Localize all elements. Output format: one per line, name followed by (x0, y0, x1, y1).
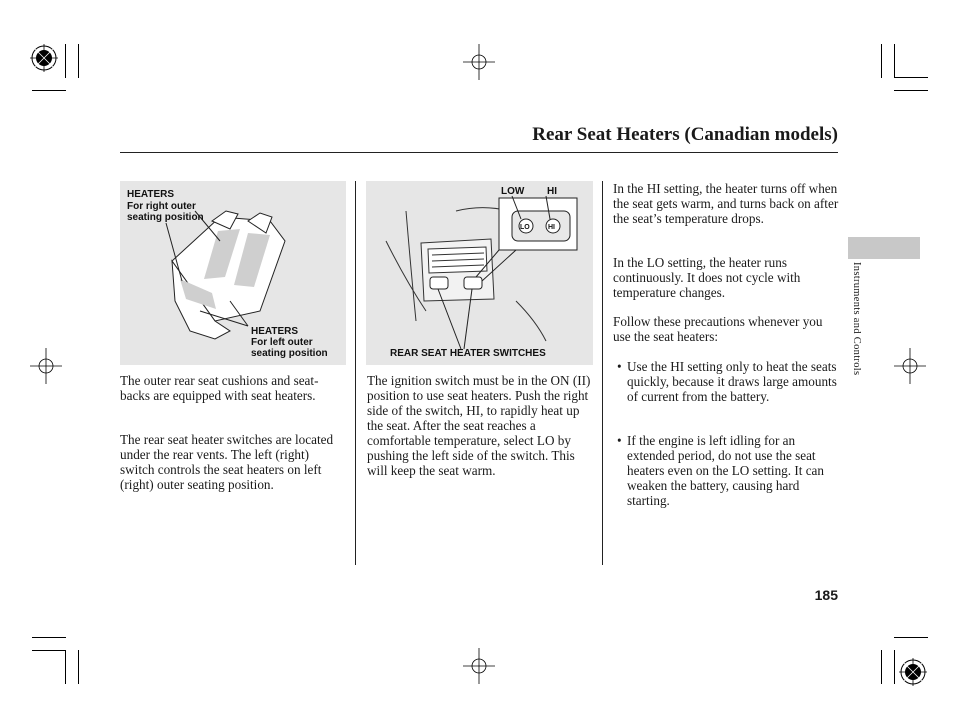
column-divider (355, 181, 356, 565)
header-rule (120, 152, 838, 153)
col3-paragraph-1: In the HI setting, the heater turns off when the seat gets warm, and turns back on after the seat’s temperature drops. (613, 181, 839, 226)
starburst-icon-bottom-right (899, 658, 927, 686)
rear-vent-switch-illustration (366, 181, 593, 365)
col2-paragraph-1: The ignition switch must be in the ON (II) position to use seat heaters. Push the right side of the switch, HI, to rapidly heat up the seat. After the seat reaches a comfortable temperature, select LO by pushing the left side of the switch. This will keep the seat warm. (367, 373, 591, 478)
starburst-icon-top-left (30, 44, 58, 72)
page-title: Rear Seat Heaters (Canadian models) (532, 124, 838, 145)
col1-paragraph-2: The rear seat heater switches are located under the rear vents. The left (right) switch controls the seat heaters on left (right) outer seating position. (120, 432, 334, 492)
bullet-marker: • (617, 359, 622, 374)
page-number: 185 (814, 587, 838, 603)
col3-paragraph-2: In the LO setting, the heater runs continuously. It does not cycle with temperature changes. (613, 255, 801, 300)
col3-paragraph-3: Follow these precautions whenever you use the seat heaters: (613, 314, 823, 344)
heaters-label-left: HEATERS (251, 326, 299, 337)
col3-bullet-1 (617, 359, 841, 404)
crosshair-icon-top (463, 44, 495, 80)
section-side-label: Instruments and Controls (851, 262, 862, 376)
col1-paragraph-1: The outer rear seat cushions and seat-backs are equipped with seat heaters. (120, 373, 319, 403)
section-tab (848, 237, 920, 259)
switches-caption: REAR SEAT HEATER SWITCHES (390, 348, 546, 359)
bullet-marker: • (617, 433, 622, 448)
low-label: LOW (501, 186, 525, 197)
hi-label: HI (547, 186, 557, 197)
col3-bullet-2 (617, 433, 841, 508)
column-divider (602, 181, 603, 565)
switch-lo-marking: LO (520, 224, 530, 231)
seat-heater-figure (120, 181, 346, 365)
crosshair-icon-left (30, 348, 62, 384)
heaters-label-right: HEATERS (127, 189, 175, 200)
crosshair-icon-bottom (463, 648, 495, 684)
heaters-label-left-desc-1: For left outer (251, 337, 313, 348)
switch-hi-marking: HI (548, 224, 555, 231)
heaters-label-left-desc-2: seating position (251, 348, 328, 359)
crosshair-icon-right (894, 348, 926, 384)
heaters-label-right-desc-2: seating position (127, 212, 204, 223)
bullet-text: Use the HI setting only to heat the seats quickly, because it draws large amounts of current from the battery. (627, 359, 837, 404)
heaters-label-right-desc-1: For right outer (127, 201, 196, 212)
heater-switch-figure (366, 181, 593, 365)
bullet-text: If the engine is left idling for an extended period, do not use the seat heaters even on the LO setting. It can weaken the battery, causing hard starting. (627, 433, 825, 508)
